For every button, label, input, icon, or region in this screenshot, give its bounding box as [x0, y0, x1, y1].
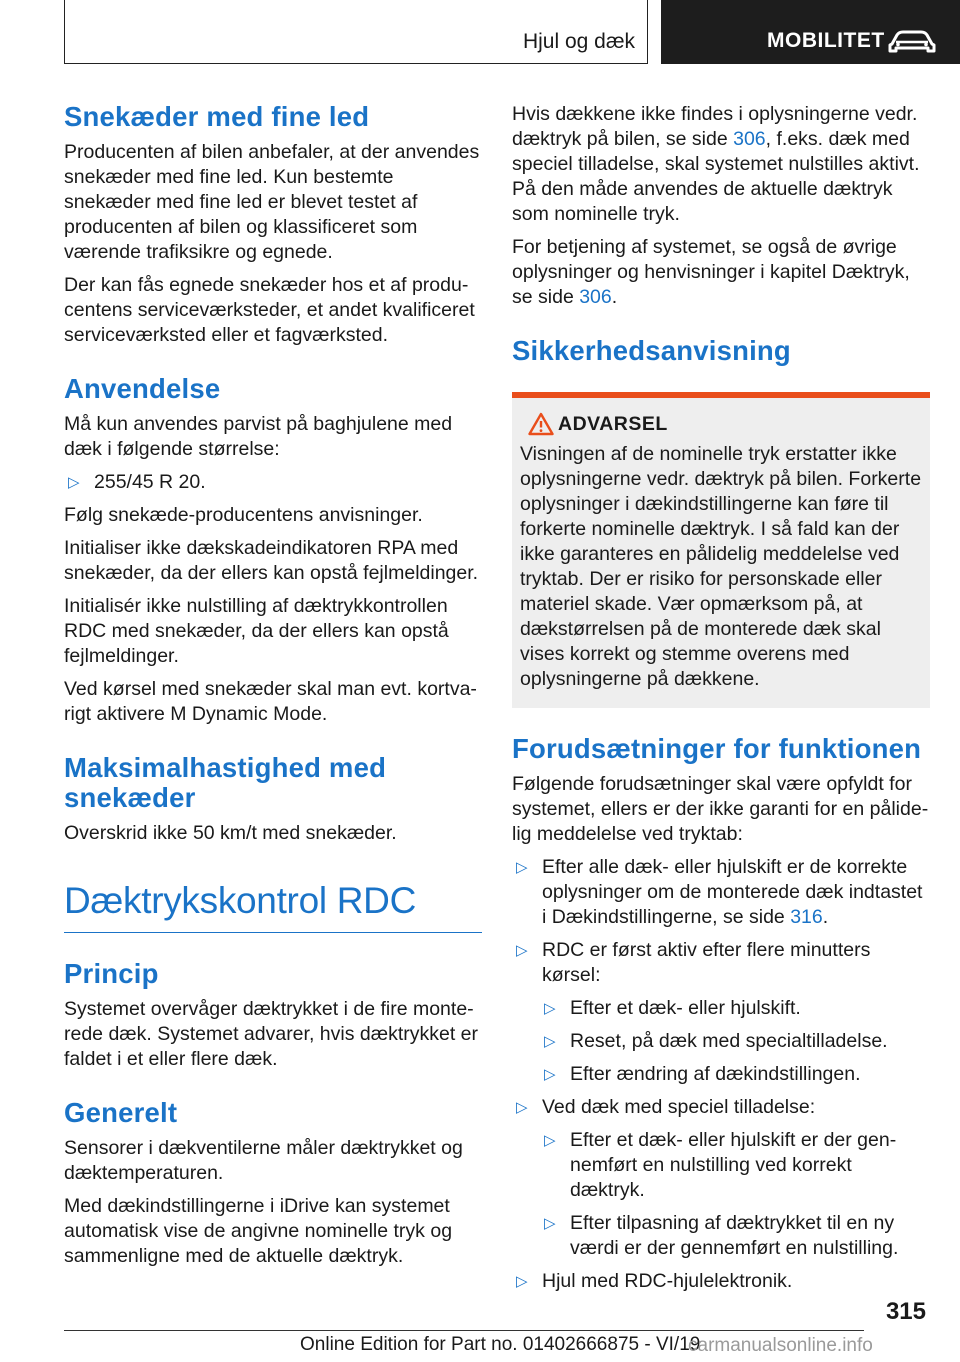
warning-box — [512, 392, 930, 708]
list-item: ▷ 255/45 R 20. — [68, 471, 206, 493]
section-title-prerequisites: Forudsætninger for funktionen — [512, 733, 922, 764]
paragraph: Må kun anvendes parvist på baghjulene med dæk i følgende størrelse: — [64, 413, 453, 460]
footer-edition: Online Edition for Part no. 01402666875 - VI/19 — [300, 1334, 701, 1355]
section-title-safety: Sikkerhedsanvisning — [512, 335, 791, 366]
sub-list-item: ▷ Efter ændring af dækindstillingen. — [544, 1063, 861, 1085]
triangle-bullet-icon: ▷ — [544, 1000, 556, 1017]
triangle-bullet-icon: ▷ — [544, 1066, 556, 1083]
header-section-title: MOBILITET — [767, 29, 885, 52]
section-title-principle: Princip — [64, 958, 159, 989]
list-item: ▷ Hjul med RDC-hjulelektronik. — [516, 1270, 793, 1292]
chapter-title: Dæktrykskontrol RDC — [64, 880, 482, 933]
section-title-general: Generelt — [64, 1097, 178, 1128]
paragraph: Der kan fås egnede snekæder hos et af producentens serviceværksteder, et andet kvalificeret serviceværksted eller et fagværksted. — [64, 274, 475, 346]
sub-list-item: ▷ Efter et dæk- eller hjulskift er der gennemført en nulstilling ved korrekt dæktryk. — [544, 1129, 897, 1201]
sub-list-item: ▷ Reset, på dæk med specialtilladelse. — [544, 1030, 888, 1052]
triangle-bullet-icon: ▷ — [516, 1273, 528, 1290]
paragraph: Initialiser ikke dækskadeindikatoren RPA med snekæder, da der ellers kan opstå fejlmeldinger. — [64, 537, 479, 584]
footer-divider — [64, 1330, 864, 1331]
paragraph: Systemet overvåger dæktrykket i de fire monterede dæk. Systemet advarer, hvis dæktrykket er faldet i et eller flere dæk. — [64, 998, 478, 1070]
right-column — [512, 102, 930, 1294]
paragraph: For betjening af systemet, se også de øvrige oplysninger og henvisninger i kapitel Dæktryk, se side 306. — [512, 236, 910, 308]
header-section-box — [661, 0, 960, 64]
left-column — [64, 102, 482, 1269]
page-link[interactable]: 306 — [579, 286, 612, 308]
page-link[interactable]: 316 — [790, 906, 823, 928]
triangle-bullet-icon: ▷ — [544, 1132, 556, 1149]
triangle-bullet-icon: ▷ — [516, 942, 528, 959]
section-title-usage: Anvendelse — [64, 373, 221, 404]
triangle-bullet-icon: ▷ — [544, 1033, 556, 1050]
paragraph: Initialisér ikke nulstilling af dæktrykkontrollen RDC med snekæder, da der ellers kan opstå fejlmeldinger. — [64, 595, 449, 667]
paragraph: Følgende forudsætninger skal være opfyldt for systemet, ellers er der ikke garanti for en pålidelig meddelelse ved tryktab: — [512, 773, 929, 845]
paragraph: Sensorer i dækventilerne måler dæktrykket og dæktemperaturen. — [64, 1137, 463, 1184]
header-chapter-title: Hjul og dæk — [522, 30, 635, 53]
triangle-bullet-icon: ▷ — [544, 1215, 556, 1232]
sub-list-item: ▷ Efter et dæk- eller hjulskift. — [544, 997, 801, 1019]
paragraph: Overskrid ikke 50 km/t med snekæder. — [64, 822, 397, 844]
warning-text: Visningen af de nominelle tryk erstatter ikke oplysningerne vedr. dæktryk på bilen. Forkerte oplysninger i dækindstillingerne kan føre til forkerte nominelle dæktryk. I så fald kan der ikke garanteres en pålidelig meddelelse ved tryktab. Der er risiko for personskade eller materiel skade. Vær opmærksom på, at dækstørrelsen på de monterede dæk skal vises korrekt og stemme overens med oplysningerne på dækkene. — [520, 443, 922, 690]
sub-list-item: ▷ Efter tilpasning af dæktrykket til en ny værdi er der gennemført en nulstilling. — [544, 1212, 899, 1259]
car-icon — [887, 30, 937, 54]
section-title-max-speed: Maksimalhastighed med snekæder — [64, 752, 387, 813]
warning-header — [520, 412, 922, 438]
paragraph: Hvis dækkene ikke findes i oplysningerne vedr. dæktryk på bilen, se side 306, f.eks. dæk med speciel tilladelse, skal systemet nulstilles aktivt. På den måde anvendes de aktuelle dæktryk som nominelle tryk. — [512, 103, 920, 225]
section-title-snow-chains: Snekæder med fine led — [64, 101, 370, 132]
paragraph: Producenten af bilen anbefaler, at der anvendes snekæder med fine led. Kun bestemte snekæder med fine led er blevet testet af producenten af bilen og klassificeret som værende trafiksikre og egnede. — [64, 141, 480, 263]
list-item: ▷ Ved dæk med speciel tilladelse: — [516, 1096, 816, 1118]
warning-label: ADVARSEL — [558, 413, 668, 435]
warning-triangle-icon — [528, 412, 554, 436]
page-link[interactable]: 306 — [733, 128, 766, 150]
header-chapter-box — [64, 0, 648, 64]
triangle-bullet-icon: ▷ — [68, 474, 80, 491]
paragraph: Følg snekæde-producentens anvisninger. — [64, 504, 423, 526]
list-item: ▷ Efter alle dæk- eller hjulskift er de korrekte oplysninger om de monterede dæk indtastet i Dækindstillingerne, se side 316. — [516, 856, 923, 928]
paragraph: Ved kørsel med snekæder skal man evt. kortvarigt aktivere M Dynamic Mode. — [64, 678, 477, 725]
footer-watermark: carmanualsonline.info — [688, 1335, 873, 1356]
triangle-bullet-icon: ▷ — [516, 1099, 528, 1116]
page-number: 315 — [885, 1298, 926, 1325]
triangle-bullet-icon: ▷ — [516, 859, 528, 876]
list-item: ▷ RDC er først aktiv efter flere minutters kørsel: — [516, 939, 871, 986]
paragraph: Med dækindstillingerne i iDrive kan systemet automatisk vise de angivne nominelle tryk og sammenligne med de aktuelle dæktryk. — [64, 1195, 453, 1267]
